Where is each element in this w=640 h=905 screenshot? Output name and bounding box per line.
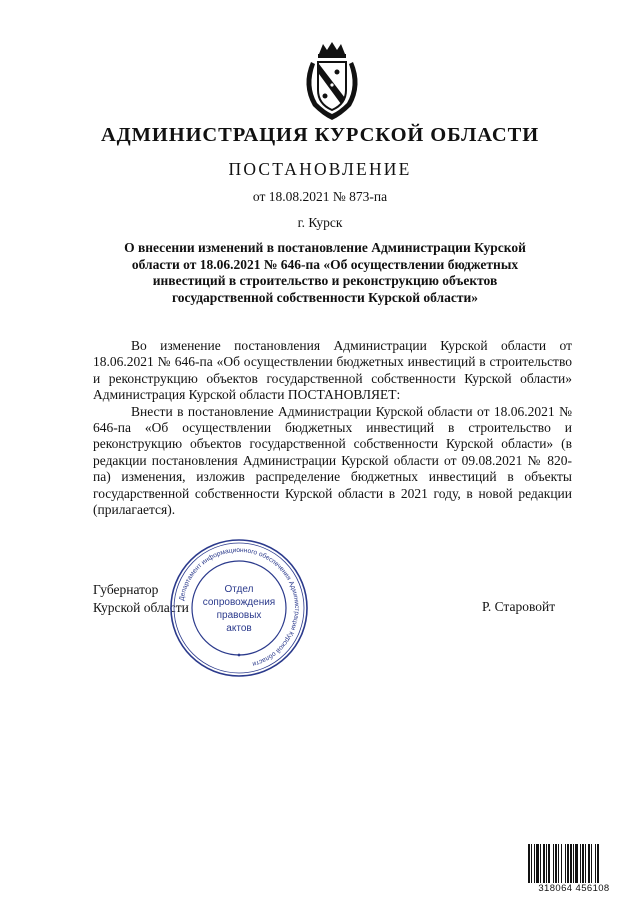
- barcode-bar: [548, 844, 550, 884]
- barcode-bar: [582, 844, 584, 884]
- barcode-bar: [580, 844, 581, 884]
- barcode-bar: [597, 844, 599, 884]
- document-date-number: от 18.08.2021 № 873-па: [252, 189, 388, 204]
- barcode-bar: [570, 844, 572, 884]
- body-paragraph-resolution: Внести в постановление Администрации Курской области от 18.06.2021 № 646-па «Об осуществлении бюджетных инвестиций в строительство и реконструкцию объектов государственной собственности Курской области» (в редакции постановления Администрации Курской области от 09.08.2021 № 820-па) изменения, изложив распределение бюджетных инвестиций в объекты государственной собственности Курской области в 2021 году, в новой редакции (прилагается).: [93, 403, 572, 518]
- organization-title: АДМИНИСТРАЦИЯ КУРСКОЙ ОБЛАСТИ: [100, 124, 540, 146]
- stamp-center-line: правовых: [216, 610, 262, 621]
- stamp-inner-ring: [174, 543, 304, 673]
- barcode-bar: [573, 844, 574, 884]
- official-stamp: [168, 537, 310, 679]
- subject-line: инвестиций в строительство и реконструкцию объектов: [152, 273, 498, 288]
- barcode-bar: [553, 844, 554, 884]
- stamp-center-ring: [192, 561, 286, 655]
- document-type: ПОСТАНОВЛЕНИЕ: [228, 159, 412, 179]
- barcode-bar: [585, 844, 586, 884]
- barcode-bar: [567, 844, 569, 884]
- subject-line: государственной собственности Курской области»: [171, 289, 479, 305]
- stamp-dot: [238, 654, 241, 657]
- barcode-bar: [575, 844, 578, 884]
- barcode-bar: [543, 844, 545, 884]
- barcode-bar: [595, 844, 596, 884]
- document-barcode: [527, 844, 621, 896]
- stamp-ring-text: Департамент информационного обеспечения Администрации Курской области: [178, 546, 301, 668]
- barcode-bar: [540, 844, 541, 884]
- barcode-bar: [531, 844, 532, 884]
- body-paragraph-preamble: Во изменение постановления Администрации Курской области от 18.06.2021 № 646-па «Об осуществлении бюджетных инвестиций в строительство и реконструкцию объектов государственной собственности Курской области» Администрация Курской области ПОСТАНОВЛЯЕТ:: [93, 338, 572, 403]
- stamp-center-line: сопровождения: [202, 597, 276, 608]
- barcode-bar: [536, 844, 539, 884]
- signatory-name: Р. Старовойт: [482, 599, 556, 614]
- barcode-bar: [565, 844, 566, 884]
- barcode-number: 318064 456108: [527, 883, 621, 894]
- barcode-bar: [546, 844, 547, 884]
- position-line: Курской области: [93, 600, 189, 615]
- barcode-bar: [591, 844, 592, 884]
- subject-line: области от 18.06.2021 № 646-па «Об осуществлении бюджетных: [131, 256, 519, 272]
- barcode-bars: [527, 844, 621, 884]
- document-subject: [95, 240, 555, 306]
- barcode-bar: [588, 844, 590, 884]
- position-line: Губернатор: [93, 582, 159, 597]
- document-city: г. Курск: [297, 215, 343, 230]
- barcode-bar: [558, 844, 559, 884]
- stamp-center-line: актов: [226, 623, 252, 634]
- document-body: [93, 338, 572, 518]
- barcode-bar: [561, 844, 562, 884]
- stamp-center-line: Отдел: [224, 584, 254, 595]
- kursk-coat-of-arms-icon: [297, 40, 367, 122]
- barcode-bar: [528, 844, 530, 884]
- barcode-bar: [555, 844, 557, 884]
- barcode-bar: [534, 844, 535, 884]
- subject-line: О внесении изменений в постановление Администрации Курской: [124, 240, 526, 255]
